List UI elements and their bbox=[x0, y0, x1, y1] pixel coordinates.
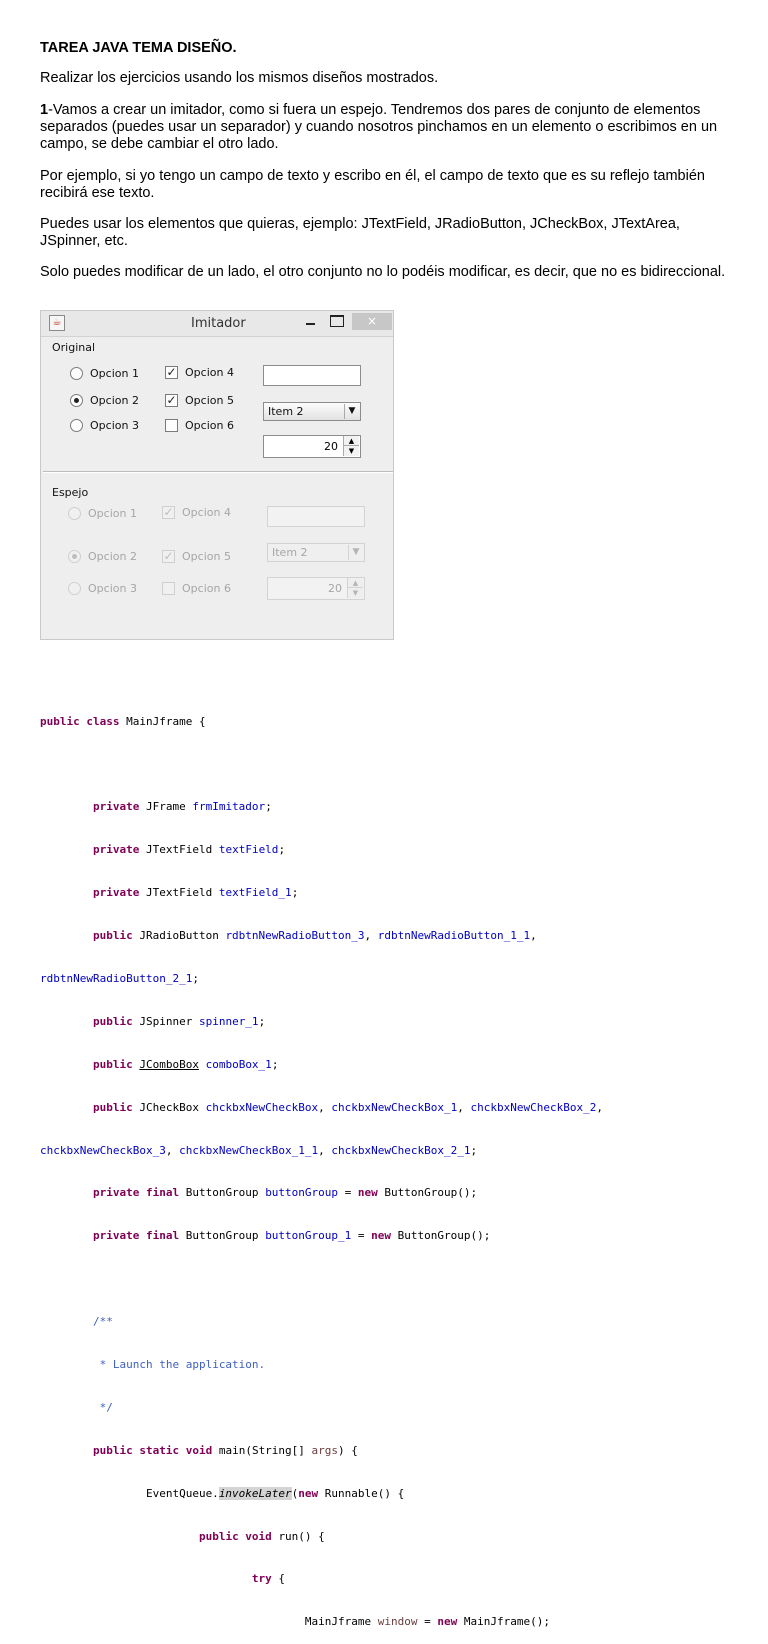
code-line: public JCheckBox chckbxNewCheckBox, chckbxNewCheckBox_1, chckbxNewCheckBox_2, bbox=[92, 1100, 603, 1114]
maximize-icon bbox=[330, 315, 344, 327]
code-line: public static void main(String[] args) { bbox=[92, 1443, 358, 1457]
code-line: EventQueue.invokeLater(new Runnable() { bbox=[40, 1486, 405, 1500]
code-line: try { bbox=[251, 1572, 286, 1586]
spinner-down-icon: ▼ bbox=[347, 588, 363, 598]
spinner-down-icon: ▼ bbox=[343, 446, 359, 456]
combo-value: Item 2 bbox=[268, 405, 304, 418]
window-title: Imitador bbox=[191, 316, 246, 331]
radio-icon bbox=[70, 419, 83, 432]
radio-selected-icon bbox=[68, 550, 81, 563]
radio-selected-icon bbox=[70, 394, 83, 407]
radio-icon bbox=[70, 367, 83, 380]
document-title: TAREA JAVA TEMA DISEÑO. bbox=[40, 40, 237, 56]
code-line: chckbxNewCheckBox_3, chckbxNewCheckBox_1_1, chckbxNewCheckBox_2_1; bbox=[40, 1143, 478, 1157]
radio-icon bbox=[68, 582, 81, 595]
close-icon: × bbox=[352, 313, 392, 330]
checkbox-empty-icon bbox=[165, 419, 178, 432]
code-line: public class MainJframe { bbox=[40, 714, 206, 728]
checkmark-icon: ✓ bbox=[163, 549, 174, 563]
paragraph-intro: Realizar los ejercicios usando los mismos diseños mostrados. bbox=[40, 70, 439, 86]
mirror-text-field bbox=[267, 506, 365, 527]
code-line: public void run() { bbox=[198, 1529, 325, 1543]
spinner-value: 20 bbox=[328, 582, 342, 595]
checkmark-icon: ✓ bbox=[166, 365, 177, 379]
original-section-label: Original bbox=[52, 341, 96, 354]
paragraph-restriction: Solo puedes modificar de un lado, el otro conjunto no lo podéis modificar, es decir, que no es bidireccional. bbox=[40, 264, 726, 280]
mirror-spinner bbox=[267, 577, 365, 600]
code-line: public JRadioButton rdbtnNewRadioButton_3, rdbtnNewRadioButton_1_1, bbox=[92, 929, 537, 943]
code-line: /** bbox=[92, 1315, 113, 1329]
spinner-value: 20 bbox=[324, 440, 338, 453]
checkmark-icon: ✓ bbox=[163, 505, 174, 519]
code-line: * Launch the application. bbox=[92, 1357, 266, 1371]
code-line: public JComboBox comboBox_1; bbox=[92, 1057, 279, 1071]
minimize-icon bbox=[303, 315, 319, 329]
code-line: private final ButtonGroup buttonGroup_1 = new ButtonGroup(); bbox=[92, 1229, 491, 1243]
code-line: rdbtnNewRadioButton_2_1; bbox=[40, 971, 199, 985]
imitador-window-screenshot: ☕ Imitador × Original Opcion 1 Opcion 2 Opcion 3 ✓ Opcion 4 ✓ Opcion 5 Opcion 6 Item 2 ▼ 20 ▲ ▼ Espejo Opcion 1 Opcion 2 Opcion 3 ✓ Opcion 4 ✓ Opcion 5 Opcion 6 Item 2 ▼ 20 ▲ ▼ bbox=[40, 310, 394, 640]
code-line: public JSpinner spinner_1; bbox=[92, 1014, 266, 1028]
combo-value: Item 2 bbox=[272, 546, 308, 559]
code-line: private JTextField textField_1; bbox=[92, 886, 299, 900]
checkbox-empty-icon bbox=[162, 582, 175, 595]
paragraph-example: Por ejemplo, si yo tengo un campo de texto y escribo en él, el campo de texto que es su reflejo también recibirá ese texto. bbox=[40, 168, 705, 201]
code-line: */ bbox=[92, 1400, 113, 1414]
code-listing bbox=[40, 686, 760, 1644]
code-line: private JTextField textField; bbox=[92, 843, 286, 857]
chevron-down-icon: ▼ bbox=[344, 404, 359, 419]
original-spinner bbox=[263, 435, 361, 458]
mirror-section-label: Espejo bbox=[52, 486, 89, 499]
exercise-number: 1 bbox=[40, 102, 49, 118]
section-separator bbox=[43, 471, 393, 473]
code-line: private JFrame frmImitador; bbox=[92, 800, 272, 814]
mirror-combo-box bbox=[267, 543, 365, 562]
code-line: MainJframe window = new MainJframe(); bbox=[40, 1615, 550, 1629]
exercise-1-text: -Vamos a crear un imitador, como si fuera un espejo. Tendremos dos pares de conjunto de elementos separados (puedes usar un separador) y cuando nosotros pinchamos en un elemento o escribimos en un campo, se debe cambiar el otro lado. bbox=[40, 102, 718, 152]
paragraph-elements: Puedes usar los elementos que quieras, ejemplo: JTextField, JRadioButton, JCheckBox, JTextArea, JSpinner, etc. bbox=[40, 216, 680, 249]
paragraph-exercise-1 bbox=[40, 102, 740, 153]
window-titlebar bbox=[41, 311, 393, 337]
java-app-icon: ☕ bbox=[49, 315, 65, 331]
original-text-field bbox=[263, 365, 361, 386]
spinner-up-icon: ▲ bbox=[347, 578, 363, 588]
chevron-down-icon: ▼ bbox=[348, 545, 363, 560]
radio-icon bbox=[68, 507, 81, 520]
code-line: private final ButtonGroup buttonGroup = new ButtonGroup(); bbox=[92, 1186, 478, 1200]
original-combo-box bbox=[263, 402, 361, 421]
checkmark-icon: ✓ bbox=[166, 393, 177, 407]
spinner-up-icon: ▲ bbox=[343, 436, 359, 446]
